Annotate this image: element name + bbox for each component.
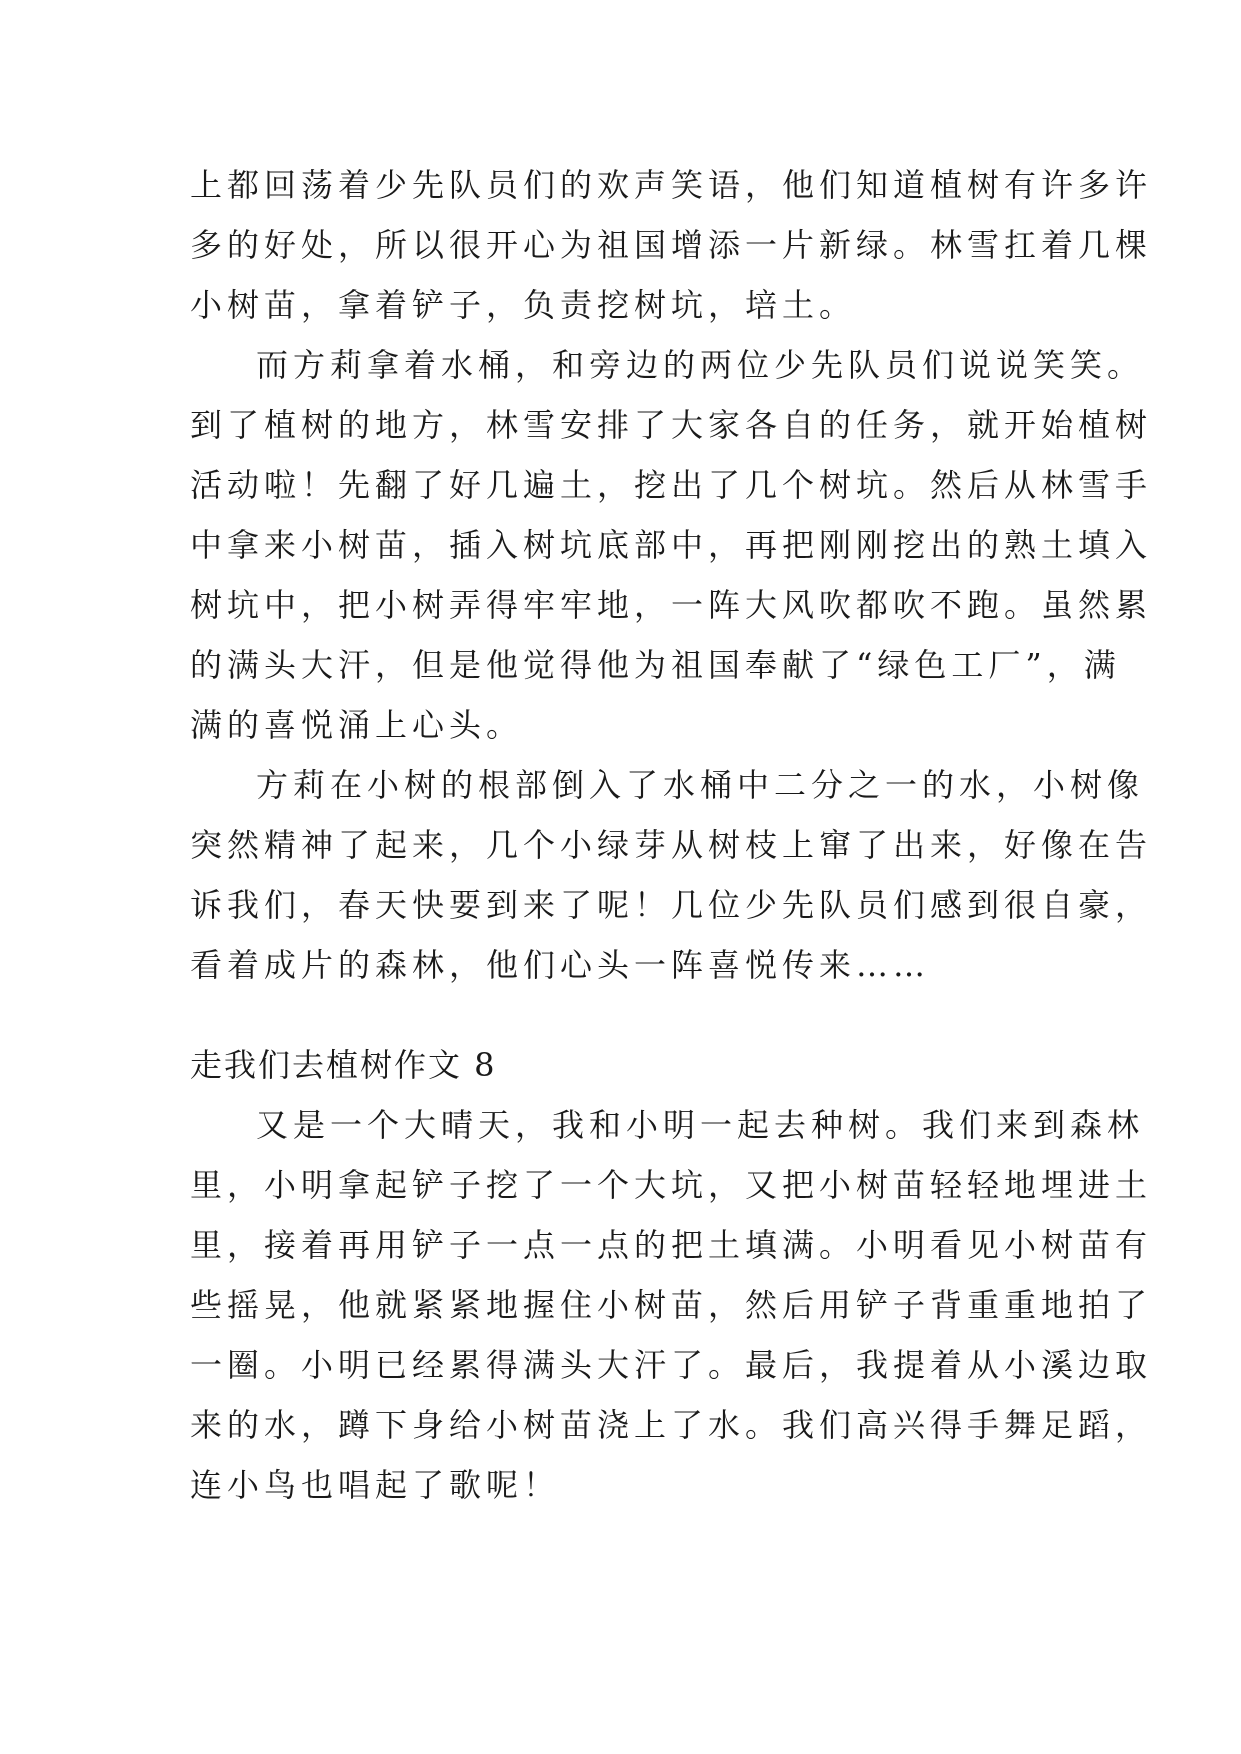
paragraph-line: 树坑中，把小树弄得牢牢地，一阵大风吹都吹不跑。虽然累 xyxy=(190,586,1153,624)
paragraph-line: 一圈。小明已经累得满头大汗了。最后，我提着从小溪边取 xyxy=(190,1346,1153,1384)
paragraph-line: 中拿来小树苗，插入树坑底部中，再把刚刚挖出的熟土填入 xyxy=(190,526,1153,564)
paragraph-line: 活动啦！先翻了好几遍土，挖出了几个树坑。然后从林雪手 xyxy=(190,466,1153,504)
paragraph-line: 又是一个大晴天，我和小明一起去种树。我们来到森林 xyxy=(256,1106,1145,1144)
paragraph-line: 看着成片的森林，他们心头一阵喜悦传来…… xyxy=(190,946,931,984)
section-heading: 走我们去植树作文 8 xyxy=(190,1046,497,1084)
paragraph-line: 方莉在小树的根部倒入了水桶中二分之一的水，小树像 xyxy=(256,766,1145,804)
paragraph-line: 来的水，蹲下身给小树苗浇上了水。我们高兴得手舞足蹈， xyxy=(190,1406,1153,1444)
paragraph-line: 多的好处，所以很开心为祖国增添一片新绿。林雪扛着几棵 xyxy=(190,226,1153,264)
paragraph-line: 小树苗，拿着铲子，负责挖树坑，培土。 xyxy=(190,286,857,324)
paragraph-line: 到了植树的地方，林雪安排了大家各自的任务，就开始植树 xyxy=(190,406,1153,444)
paragraph-line: 连小鸟也唱起了歌呢！ xyxy=(190,1466,561,1504)
paragraph-line: 里，小明拿起铲子挖了一个大坑，又把小树苗轻轻地埋进土 xyxy=(190,1166,1153,1204)
paragraph-line: 诉我们，春天快要到来了呢！几位少先队员们感到很自豪， xyxy=(190,886,1153,924)
paragraph-line: 突然精神了起来，几个小绿芽从树枝上窜了出来，好像在告 xyxy=(190,826,1153,864)
paragraph-line: 的满头大汗，但是他觉得他为祖国奉献了“绿色工厂”，满 xyxy=(190,646,1121,684)
paragraph-line: 而方莉拿着水桶，和旁边的两位少先队员们说说笑笑。 xyxy=(256,346,1145,384)
paragraph-line: 里，接着再用铲子一点一点的把土填满。小明看见小树苗有 xyxy=(190,1226,1153,1264)
paragraph-line: 上都回荡着少先队员们的欢声笑语，他们知道植树有许多许 xyxy=(190,166,1153,204)
paragraph-line: 些摇晃，他就紧紧地握住小树苗，然后用铲子背重重地拍了 xyxy=(190,1286,1153,1324)
paragraph-line: 满的喜悦涌上心头。 xyxy=(190,706,524,744)
